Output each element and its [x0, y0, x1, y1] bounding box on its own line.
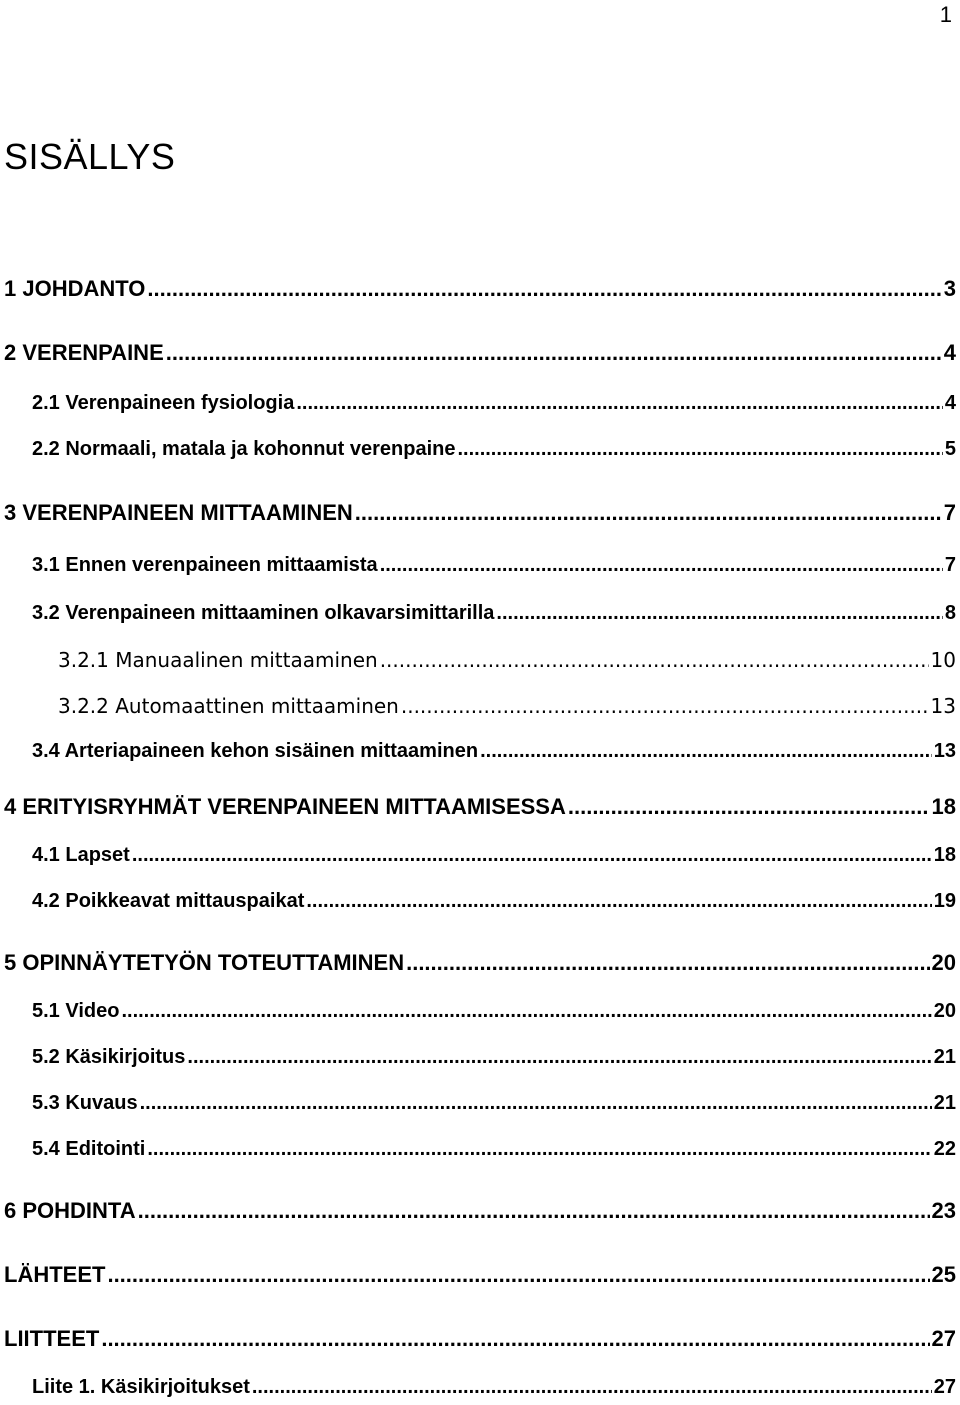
toc-entry-pohdinta[interactable]	[4, 1198, 956, 1224]
toc-entry-video[interactable]	[32, 1000, 956, 1023]
toc-entry-page: 19	[933, 890, 956, 912]
toc-entry-label: LIITTEET	[4, 1326, 100, 1351]
toc-entry-page: 3	[943, 276, 956, 301]
toc-entry-page: 23	[931, 1198, 956, 1223]
toc-entry-label: 3.2.1 Manuaalinen mittaaminen	[58, 648, 378, 672]
toc-entry-label: 4.2 Poikkeavat mittauspaikat	[32, 890, 305, 912]
toc-entry-arteriapaineen-mittaaminen[interactable]	[32, 740, 956, 763]
toc-entry-label: 5 OPINNÄYTETYÖN TOTEUTTAMINEN	[4, 950, 405, 975]
toc-leader-dots	[480, 740, 932, 763]
toc-leader-dots	[401, 694, 929, 718]
page-title: SISÄLLYS	[4, 136, 176, 177]
toc-entry-kasikirjoitus[interactable]	[32, 1046, 956, 1069]
toc-entry-page: 7	[943, 500, 956, 525]
toc-entry-page: 4	[943, 340, 956, 365]
toc-entry-label: 6 POHDINTA	[4, 1198, 136, 1223]
toc-leader-dots	[147, 276, 941, 302]
toc-entry-page: 4	[944, 392, 956, 414]
toc-leader-dots	[187, 1046, 931, 1069]
toc-leader-dots	[457, 438, 942, 461]
toc-entry-label: 5.2 Käsikirjoitus	[32, 1046, 186, 1068]
toc-leader-dots	[121, 1000, 931, 1023]
toc-entry-page: 22	[933, 1138, 956, 1160]
toc-entry-verenpaine[interactable]	[4, 340, 956, 366]
toc-entry-automaattinen-mittaaminen[interactable]	[58, 694, 956, 718]
toc-entry-page: 7	[944, 554, 956, 576]
toc-entry-page: 5	[944, 438, 956, 460]
toc-entry-page: 8	[944, 602, 956, 624]
toc-entry-label: 2.1 Verenpaineen fysiologia	[32, 392, 295, 414]
toc-entry-liitteet[interactable]	[4, 1326, 956, 1352]
toc-leader-dots	[406, 950, 929, 976]
page-number: 1	[939, 2, 952, 27]
toc-leader-dots	[296, 392, 943, 415]
toc-entry-johdanto[interactable]	[4, 276, 956, 302]
toc-entry-label: Liite 1. Käsikirjoitukset	[32, 1376, 250, 1398]
toc-entry-page: 21	[933, 1092, 956, 1114]
toc-entry-label: 3.2.2 Automaattinen mittaaminen	[58, 694, 399, 718]
toc-entry-page: 20	[933, 1000, 956, 1022]
toc-entry-label: LÄHTEET	[4, 1262, 106, 1287]
toc-leader-dots	[355, 500, 942, 526]
toc-entry-page: 27	[933, 1376, 956, 1398]
toc-leader-dots	[107, 1262, 929, 1288]
toc-leader-dots	[132, 844, 932, 867]
toc-leader-dots	[380, 554, 943, 577]
toc-entry-lahteet[interactable]	[4, 1262, 956, 1288]
toc-entry-label: 5.4 Editointi	[32, 1138, 146, 1160]
toc-entry-label: 2.2 Normaali, matala ja kohonnut verenpaine	[32, 438, 456, 460]
toc-entry-page: 13	[933, 740, 956, 762]
toc-entry-label: 4.1 Lapset	[32, 844, 130, 866]
toc-entry-manuaalinen-mittaaminen[interactable]	[58, 648, 956, 672]
toc-entry-verenpaineen-mittaaminen[interactable]	[4, 500, 956, 526]
toc-entry-label: 3.1 Ennen verenpaineen mittaamista	[32, 554, 378, 576]
toc-leader-dots	[147, 1138, 931, 1161]
toc-entry-verenpaineen-fysiologia[interactable]	[32, 392, 956, 415]
toc-entry-kuvaus[interactable]	[32, 1092, 956, 1115]
toc-entry-label: 3.4 Arteriapaineen kehon sisäinen mittaaminen	[32, 740, 479, 762]
toc-leader-dots	[380, 648, 929, 672]
toc-leader-dots	[252, 1376, 932, 1399]
toc-entry-liite-1[interactable]	[32, 1376, 956, 1399]
toc-entry-erityisryhmat[interactable]	[4, 794, 956, 820]
toc-entry-label: 3 VERENPAINEEN MITTAAMINEN	[4, 500, 353, 525]
toc-leader-dots	[138, 1198, 930, 1224]
toc-entry-page: 18	[931, 794, 956, 819]
toc-leader-dots	[101, 1326, 929, 1352]
toc-entry-page: 21	[933, 1046, 956, 1068]
toc-leader-dots	[568, 794, 930, 820]
toc-leader-dots	[140, 1092, 932, 1115]
toc-entry-page: 18	[933, 844, 956, 866]
toc-leader-dots	[166, 340, 942, 366]
toc-entry-normaali-matala-kohonnut[interactable]	[32, 438, 956, 461]
toc-entry-label: 4 ERITYISRYHMÄT VERENPAINEEN MITTAAMISESSA	[4, 794, 566, 819]
toc-entry-opinnaytetyon-toteuttaminen[interactable]	[4, 950, 956, 976]
toc-entry-editointi[interactable]	[32, 1138, 956, 1161]
toc-leader-dots	[306, 890, 931, 913]
toc-entry-page: 25	[931, 1262, 956, 1287]
toc-entry-label: 2 VERENPAINE	[4, 340, 164, 365]
toc-entry-label: 3.2 Verenpaineen mittaaminen olkavarsimittarilla	[32, 602, 495, 624]
toc-entry-page: 10	[930, 648, 956, 672]
toc-leader-dots	[496, 602, 942, 625]
toc-entry-lapset[interactable]	[32, 844, 956, 867]
toc-entry-label: 1 JOHDANTO	[4, 276, 146, 301]
toc-entry-label: 5.1 Video	[32, 1000, 120, 1022]
toc-entry-ennen-mittaamista[interactable]	[32, 554, 956, 577]
toc-entry-page: 27	[931, 1326, 956, 1351]
toc-entry-page: 20	[931, 950, 956, 975]
toc-entry-page: 13	[930, 694, 956, 718]
toc-entry-olkavarsimittarilla[interactable]	[32, 602, 956, 625]
toc-entry-poikkeavat-mittauspaikat[interactable]	[32, 890, 956, 913]
toc-entry-label: 5.3 Kuvaus	[32, 1092, 138, 1114]
